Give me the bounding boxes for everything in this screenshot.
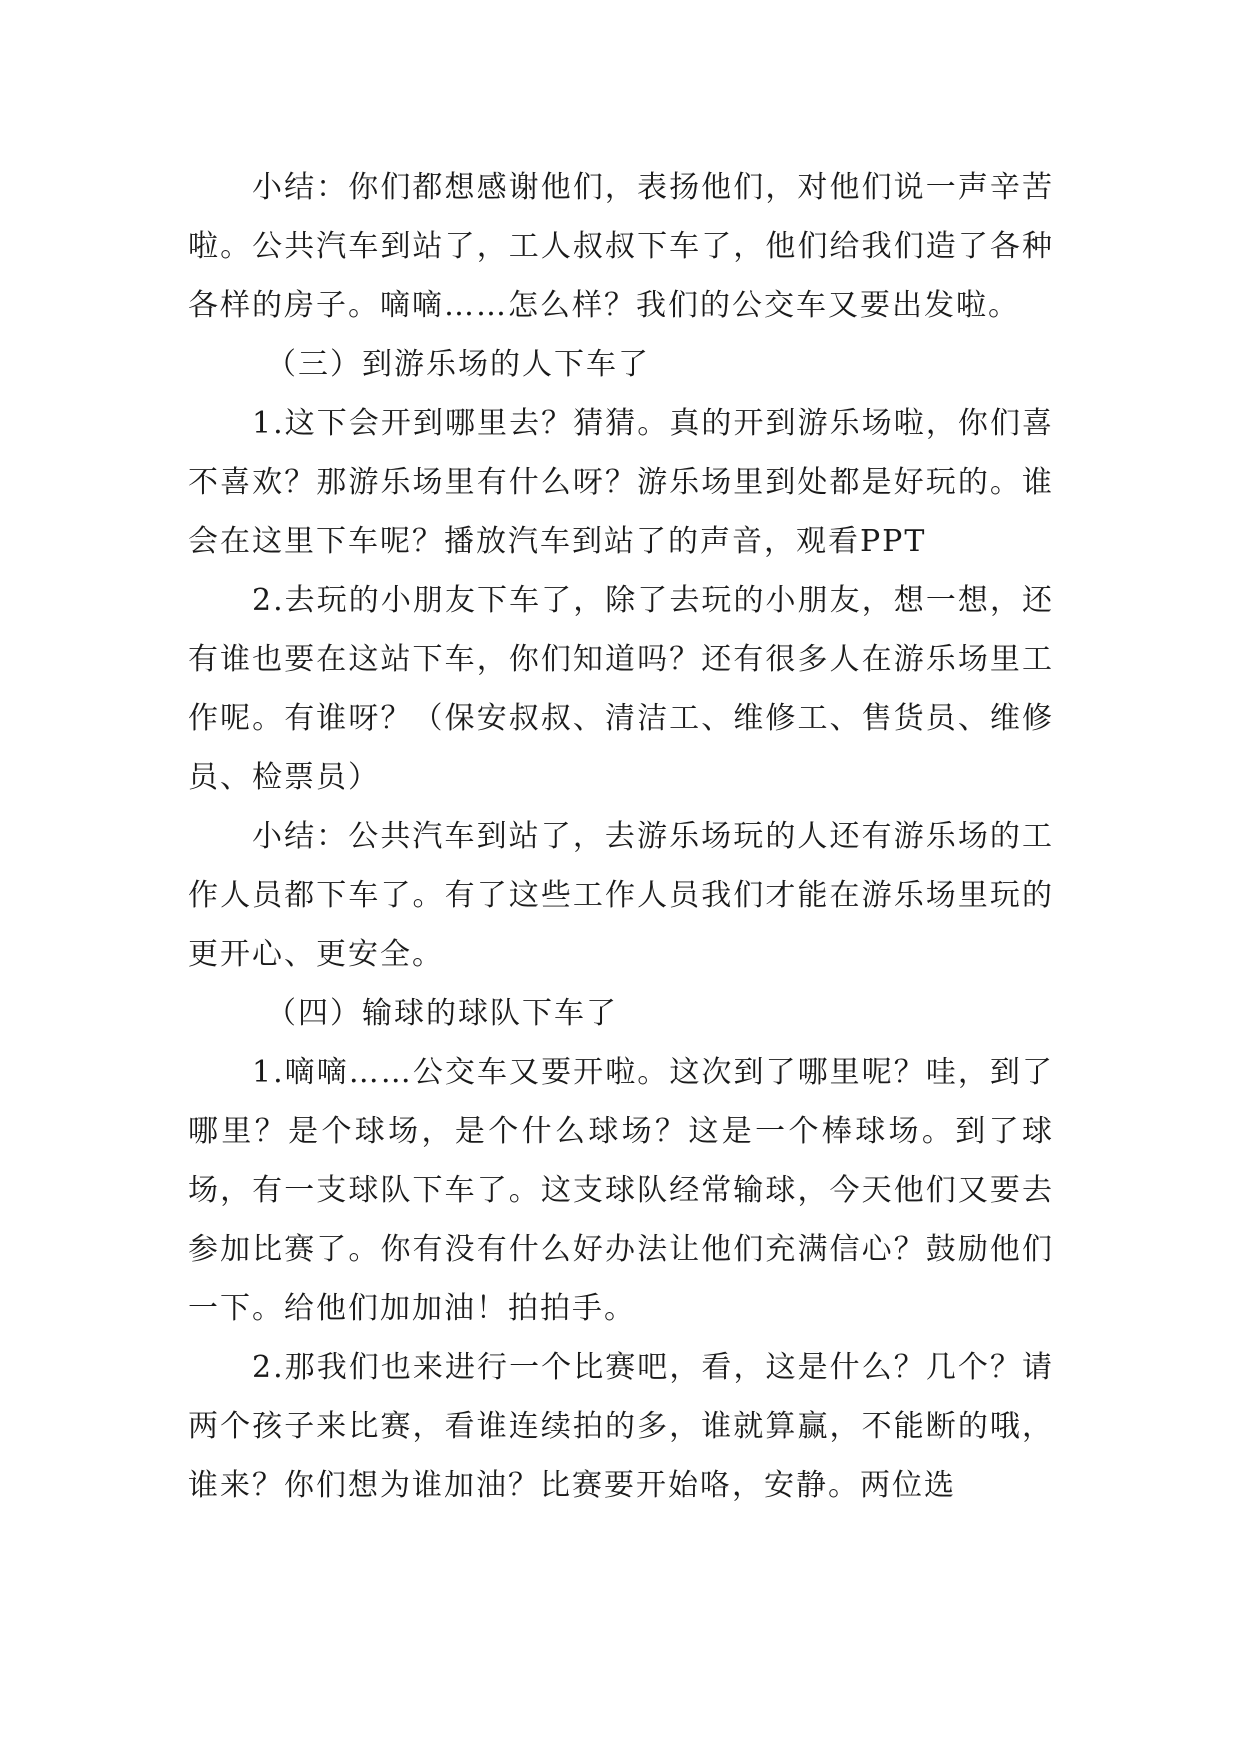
- paragraph-summary-1: 小结：你们都想感谢他们，表扬他们，对他们说一声辛苦啦。公共汽车到站了，工人叔叔下车了，他们给我们造了各种各样的房子。嘀嘀……怎么样？我们的公交车又要出发啦。: [188, 170, 1054, 323]
- document-body: [188, 158, 1054, 1515]
- paragraph-4-1: 1.嘀嘀……公交车又要开啦。这次到了哪里呢？哇，到了哪里？是个球场，是个什么球场？这是一个棒球场。到了球场，有一支球队下车了。这支球队经常输球，今天他们又要去参加比赛了。你有没有什么好办法让他们充满信心？鼓励他们一下。给他们加加油！拍拍手。: [188, 1055, 1054, 1326]
- paragraph-4-2: 2.那我们也来进行一个比赛吧，看，这是什么？几个？请两个孩子来比赛，看谁连续拍的多，谁就算赢，不能断的哦，谁来？你们想为谁加油？比赛要开始咯，安静。两位选: [188, 1350, 1054, 1503]
- paragraph-3-1: 1.这下会开到哪里去？猜猜。真的开到游乐场啦，你们喜不喜欢？那游乐场里有什么呀？游乐场里到处都是好玩的。谁会在这里下车呢？播放汽车到站了的声音，观看PPT: [188, 406, 1054, 559]
- paragraph-3-2: 2.去玩的小朋友下车了，除了去玩的小朋友，想一想，还有谁也要在这站下车，你们知道吗？还有很多人在游乐场里工作呢。有谁呀？（保安叔叔、清洁工、维修工、售货员、维修员、检票员）: [188, 583, 1054, 795]
- section-heading-3: （三）到游乐场的人下车了: [266, 347, 650, 382]
- paragraph-summary-2: 小结：公共汽车到站了，去游乐场玩的人还有游乐场的工作人员都下车了。有了这些工作人员我们才能在游乐场里玩的更开心、更安全。: [188, 819, 1054, 972]
- section-heading-4: （四）输球的球队下车了: [266, 996, 618, 1031]
